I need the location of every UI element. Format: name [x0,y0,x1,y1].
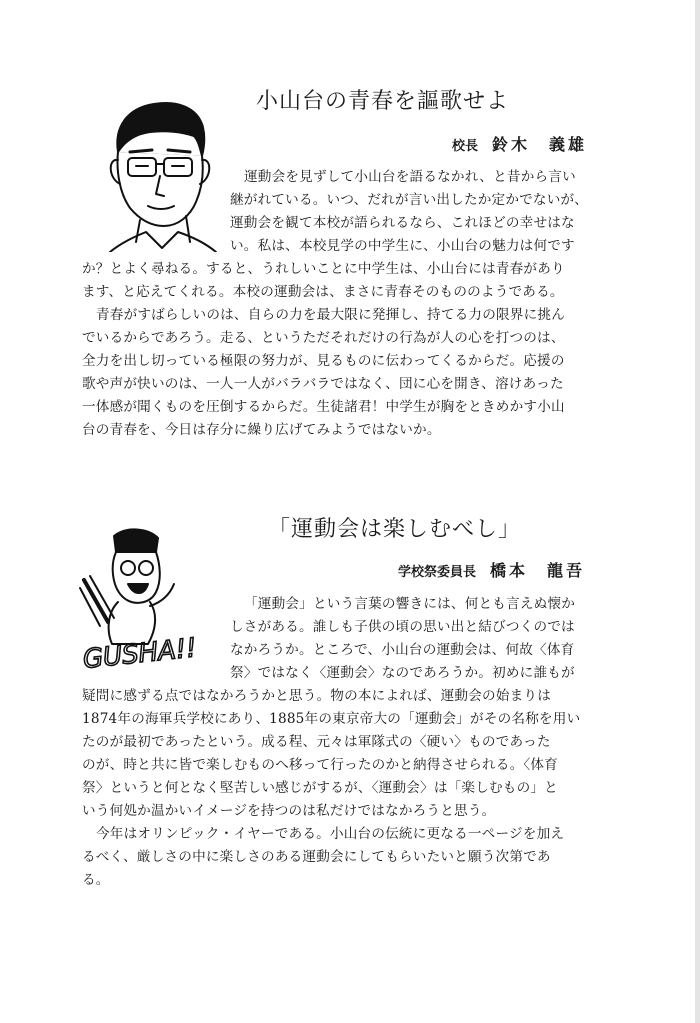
article2-author-role: 学校祭委員長 [398,565,477,580]
article2-line: る。 [82,872,110,888]
gusha-sound-text: GUSHA!! [81,633,198,675]
article2-line: のが、時と共に皆で楽しむものへ移って行ったのかと納得させられる。〈体育 [82,757,558,773]
principal-portrait-illustration [96,96,224,252]
article2-line: るべく、厳しさの中に楽しさのある運動会にしてもらいたいと願う次第であ [82,849,551,865]
article2-line: 祭〉ではなく〈運動会〉なのであろうか。初めに誰もが [230,665,575,681]
article2-line: なかろうか。ところで、小山台の運動会は、何故〈体育 [230,642,575,658]
article2-title: 「運動会は楽しむべし」 [268,517,522,542]
article1-line: 青春がすばらしいのは、自らの力を最大限に発揮し、持てる力の限界に挑ん [96,307,565,323]
article2-line: 今年はオリンピック・イヤーである。小山台の伝統に更なる一ページを加え [96,826,565,842]
article2-author [398,558,585,581]
cheering-student-illustration [78,526,230,676]
article2-line: いう何処か温かいイメージを持つのは私だけではなかろうと思う。 [82,803,496,819]
article1-author-role: 校長 [452,139,479,154]
article1-line: 運動会を見ずして小山台を語るなかれ、と昔から言い [244,169,576,185]
article1-line: 継がれている。いつ、だれが言い出したか定かでないが、 [230,192,589,208]
article1-line: 一体感が聞くものを圧倒するからだ。生徒諸君！中学生が胸をときめかす小山 [82,399,565,415]
article2-line: 1874年の海軍兵学校にあり、1885年の東京帝大の「運動会」がその名称を用い [82,711,581,727]
article1-line: ます、と応えてくれる。本校の運動会は、まさに青春そのもののようである。 [82,284,564,300]
article2-line: 祭〉というと何となく堅苦しい感じがするが、〈運動会〉は「楽しむもの」と [82,780,558,796]
article2-line: 「運動会」という言葉の響きには、何とも言えぬ懐か [244,596,576,612]
article1-title: 小山台の青春を謳歌せよ [256,89,510,114]
article1-author-name: 鈴木 義雄 [492,135,588,154]
article2-line: たのが最初であったという。成る程、元々は軍隊式の〈硬い〉ものであった [82,734,551,750]
article1-line: 歌や声が快いのは、一人一人がバラバラではなく、団に心を開き、溶けあった [82,376,564,392]
article1-author [452,132,587,155]
article1-line: でいるからであろう。走る、というただそれだけの行為が人の心を打つのは、 [82,330,565,346]
article2-line: しさがある。誰しも子供の頃の思い出と結びつくのでは [230,619,575,635]
article1-line: 全力を出し切っている極限の努力が、見るものに伝わってくるからだ。応援の [82,353,565,369]
article1-line: 台の青春を、今日は存分に繰り広げてみようではないか。 [82,422,441,438]
article1-line: い。私は、本校見学の中学生に、小山台の魅力は何です [230,238,575,254]
article2-author-name: 橋本 龍吾 [490,561,586,580]
page-edge [695,0,700,1023]
article2-line: 疑問に感ずる点ではなかろうかと思う。物の本によれば、運動会の始まりは [82,688,551,704]
article1-line: か？とよく尋ねる。すると、うれしいことに中学生は、小山台には青春があり [82,261,565,277]
article1-line: 運動会を観て本校が語られるなら、これほどの幸せはな [230,215,575,231]
